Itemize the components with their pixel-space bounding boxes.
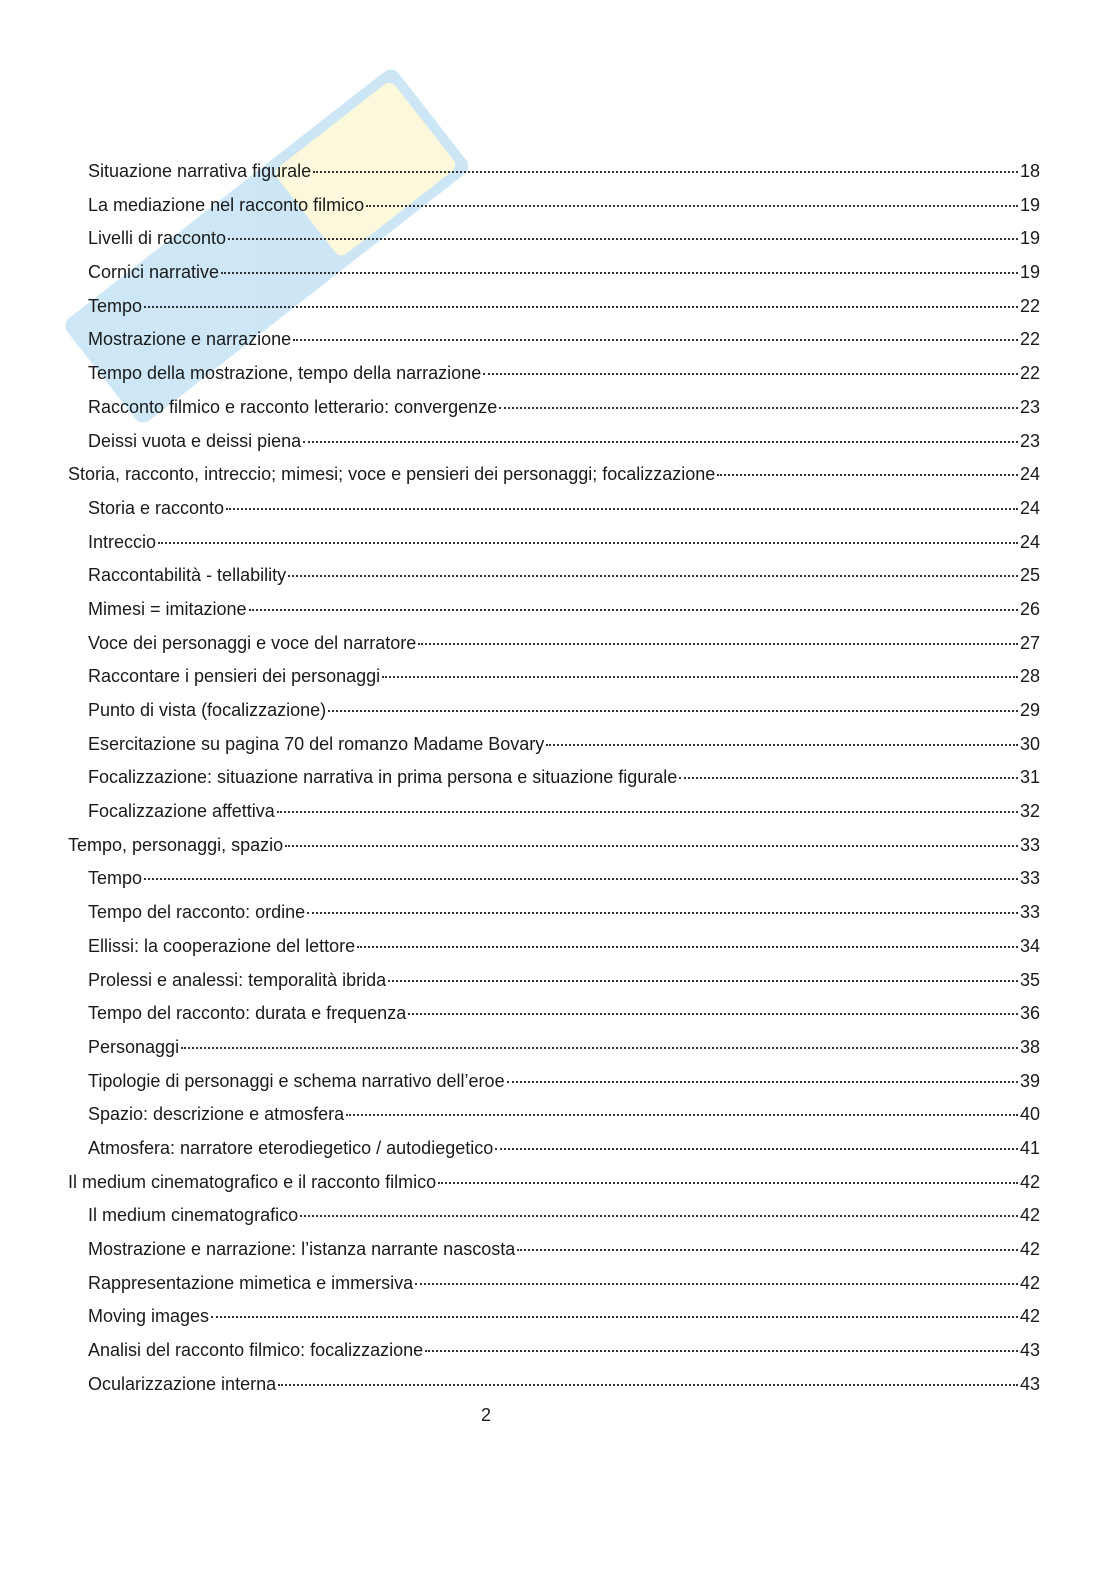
- toc-entry-page-number: 43: [1019, 1340, 1040, 1361]
- toc-section-entry[interactable]: [68, 761, 1040, 795]
- toc-entry-page-number: 33: [1019, 902, 1040, 923]
- toc-dot-leader: [408, 1012, 1018, 1015]
- toc-entry-page-number: 18: [1019, 161, 1040, 181]
- toc-entry-page-number: 30: [1019, 733, 1040, 754]
- toc-entry-page-number: 22: [1019, 295, 1040, 316]
- toc-dot-leader: [546, 743, 1018, 746]
- toc-entry-title: Mimesi = imitazione: [88, 598, 247, 619]
- toc-entry-page-number: 19: [1019, 262, 1040, 283]
- toc-dot-leader: [357, 945, 1018, 948]
- toc-dot-leader: [517, 1248, 1018, 1251]
- toc-section-entry[interactable]: [68, 290, 1040, 324]
- toc-section-entry[interactable]: [68, 155, 1040, 189]
- toc-entry-title: Personaggi: [88, 1036, 180, 1057]
- toc-entry-page-number: 42: [1019, 1171, 1040, 1192]
- toc-entry-page-number: 42: [1019, 1239, 1040, 1259]
- toc-entry-page-number: 35: [1019, 969, 1040, 990]
- toc-section-entry[interactable]: [68, 492, 1040, 526]
- toc-section-entry[interactable]: [68, 1031, 1040, 1065]
- toc-section-entry[interactable]: [68, 1233, 1040, 1267]
- toc-entry-page-number: 27: [1019, 632, 1040, 653]
- toc-entry-page-number: 42: [1019, 1272, 1040, 1293]
- toc-entry-page-number: 33: [1019, 868, 1040, 889]
- toc-entry-title: Situazione narrativa figurale: [88, 161, 312, 181]
- toc-dot-leader: [495, 1147, 1018, 1150]
- toc-dot-leader: [328, 709, 1018, 712]
- toc-entry-page-number: 29: [1019, 700, 1040, 720]
- toc-entry-page-number: 43: [1019, 1373, 1040, 1394]
- toc-entry-page-number: 19: [1019, 194, 1040, 215]
- toc-entry-title: Storia e racconto: [88, 497, 225, 518]
- toc-entry-title: Punto di vista (focalizzazione): [88, 700, 327, 720]
- toc-dot-leader: [415, 1282, 1018, 1285]
- toc-entry-page-number: 24: [1019, 464, 1040, 485]
- toc-dot-leader: [293, 338, 1018, 341]
- toc-dot-leader: [346, 1113, 1018, 1116]
- toc-section-entry[interactable]: [68, 189, 1040, 223]
- toc-entry-title: Focalizzazione affettiva: [88, 801, 275, 822]
- toc-entry-title: Ellissi: la cooperazione del lettore: [88, 935, 356, 956]
- toc-entry-title: Ocularizzazione interna: [88, 1373, 277, 1394]
- toc-section-entry[interactable]: [68, 1267, 1040, 1301]
- toc-entry-page-number: 34: [1019, 935, 1040, 956]
- toc-entry-title: Tempo: [88, 868, 143, 889]
- toc-entry-page-number: 42: [1019, 1306, 1040, 1327]
- toc-section-entry[interactable]: [68, 1132, 1040, 1166]
- toc-dot-leader: [249, 608, 1018, 611]
- toc-section-entry[interactable]: [68, 627, 1040, 661]
- toc-entry-page-number: 39: [1019, 1070, 1040, 1091]
- toc-entry-title: Raccontare i pensieri dei personaggi: [88, 666, 381, 687]
- toc-dot-leader: [418, 642, 1018, 645]
- toc-entry-page-number: 19: [1019, 228, 1040, 249]
- toc-entry-title: Raccontabilità - tellability: [88, 565, 287, 586]
- toc-dot-leader: [144, 305, 1018, 308]
- toc-entry-page-number: 22: [1019, 363, 1040, 384]
- toc-chapter-entry[interactable]: [68, 458, 1040, 492]
- toc-entry-title: Spazio: descrizione e atmosfera: [88, 1104, 345, 1125]
- toc-section-entry[interactable]: [68, 1334, 1040, 1368]
- toc-dot-leader: [228, 237, 1018, 240]
- toc-dot-leader: [144, 877, 1018, 880]
- toc-chapter-entry[interactable]: [68, 829, 1040, 863]
- toc-entry-title: Tempo del racconto: ordine: [88, 902, 306, 923]
- toc-section-entry[interactable]: [68, 660, 1040, 694]
- toc-entry-page-number: 36: [1019, 1003, 1040, 1024]
- toc-entry-page-number: 23: [1019, 430, 1040, 451]
- toc-section-entry[interactable]: [68, 1368, 1040, 1402]
- toc-entry-title: Moving images: [88, 1306, 210, 1327]
- toc-dot-leader: [438, 1181, 1018, 1184]
- toc-dot-leader: [366, 204, 1018, 207]
- toc-section-entry[interactable]: [68, 323, 1040, 357]
- toc-entry-title: Racconto filmico e racconto letterario: convergenze: [88, 396, 498, 417]
- toc-dot-leader: [483, 372, 1018, 375]
- toc-entry-title: Tempo, personaggi, spazio: [68, 834, 284, 855]
- toc-section-entry[interactable]: [68, 222, 1040, 256]
- toc-dot-leader: [303, 440, 1018, 443]
- toc-dot-leader: [307, 911, 1018, 914]
- toc-dot-leader: [181, 1046, 1018, 1049]
- toc-dot-leader: [158, 541, 1018, 544]
- toc-dot-leader: [313, 170, 1018, 173]
- toc-dot-leader: [382, 675, 1018, 678]
- toc-section-entry[interactable]: [68, 795, 1040, 829]
- toc-entry-page-number: 23: [1019, 396, 1040, 417]
- toc-section-entry[interactable]: [68, 1300, 1040, 1334]
- toc-entry-page-number: 28: [1019, 666, 1040, 687]
- toc-section-entry[interactable]: [68, 964, 1040, 998]
- toc-entry-page-number: 40: [1019, 1104, 1040, 1125]
- toc-section-entry[interactable]: [68, 694, 1040, 728]
- toc-dot-leader: [507, 1080, 1018, 1083]
- toc-section-entry[interactable]: [68, 728, 1040, 762]
- toc-dot-leader: [425, 1349, 1018, 1352]
- toc-dot-leader: [388, 979, 1018, 982]
- toc-entry-title: Il medium cinematografico: [88, 1205, 299, 1226]
- toc-entry-title: Storia, racconto, intreccio; mimesi; voce e pensieri dei personaggi; focalizzazione: [68, 464, 716, 485]
- toc-chapter-entry[interactable]: [68, 1166, 1040, 1200]
- toc-entry-title: Tempo della mostrazione, tempo della narrazione: [88, 363, 482, 384]
- toc-entry-title: Focalizzazione: situazione narrativa in prima persona e situazione figurale: [88, 767, 678, 788]
- toc-dot-leader: [211, 1315, 1018, 1318]
- toc-section-entry[interactable]: [68, 357, 1040, 391]
- toc-entry-page-number: 41: [1019, 1137, 1040, 1158]
- toc-dot-leader: [285, 844, 1018, 847]
- toc-section-entry[interactable]: [68, 1098, 1040, 1132]
- toc-dot-leader: [300, 1214, 1018, 1217]
- toc-section-entry[interactable]: [68, 526, 1040, 560]
- toc-section-entry[interactable]: [68, 997, 1040, 1031]
- toc-section-entry[interactable]: [68, 930, 1040, 964]
- toc-entry-page-number: 22: [1019, 329, 1040, 350]
- toc-entry-title: Esercitazione su pagina 70 del romanzo Madame Bovary: [88, 733, 545, 754]
- toc-section-entry[interactable]: [68, 1065, 1040, 1099]
- page-number: 2: [480, 1405, 491, 1425]
- toc-entry-title: Mostrazione e narrazione: l’istanza narrante nascosta: [88, 1239, 516, 1259]
- toc-dot-leader: [288, 574, 1018, 577]
- toc-entry-page-number: 25: [1019, 565, 1040, 586]
- toc-entry-page-number: 32: [1019, 801, 1040, 822]
- toc-entry-title: Prolessi e analessi: temporalità ibrida: [88, 969, 387, 990]
- toc-section-entry[interactable]: [68, 896, 1040, 930]
- toc-entry-page-number: 38: [1019, 1036, 1040, 1057]
- toc-entry-title: Tempo del racconto: durata e frequenza: [88, 1003, 407, 1024]
- toc-entry-page-number: 26: [1019, 598, 1040, 619]
- toc-entry-title: Atmosfera: narratore eterodiegetico / autodiegetico: [88, 1137, 494, 1158]
- table-of-contents: [68, 155, 1040, 1401]
- toc-dot-leader: [278, 1383, 1018, 1386]
- toc-section-entry[interactable]: [68, 593, 1040, 627]
- toc-entry-title: Mostrazione e narrazione: [88, 329, 292, 350]
- toc-entry-title: Tempo: [88, 295, 143, 316]
- toc-entry-title: Cornici narrative: [88, 262, 220, 283]
- toc-section-entry[interactable]: [68, 425, 1040, 459]
- toc-dot-leader: [221, 271, 1018, 274]
- toc-entry-title: Deissi vuota e deissi piena: [88, 430, 302, 451]
- toc-entry-title: Voce dei personaggi e voce del narratore: [88, 632, 417, 653]
- toc-section-entry[interactable]: [68, 256, 1040, 290]
- toc-entry-page-number: 24: [1019, 531, 1040, 552]
- toc-dot-leader: [277, 810, 1018, 813]
- toc-section-entry[interactable]: [68, 559, 1040, 593]
- toc-entry-page-number: 33: [1019, 834, 1040, 855]
- toc-dot-leader: [226, 507, 1018, 510]
- toc-section-entry[interactable]: [68, 391, 1040, 425]
- toc-entry-page-number: 24: [1019, 497, 1040, 518]
- toc-entry-page-number: 42: [1019, 1205, 1040, 1226]
- toc-entry-title: Intreccio: [88, 531, 157, 552]
- toc-section-entry[interactable]: [68, 1199, 1040, 1233]
- toc-dot-leader: [717, 473, 1018, 476]
- toc-entry-title: Livelli di racconto: [88, 228, 227, 249]
- toc-dot-leader: [679, 776, 1018, 779]
- toc-entry-title: Analisi del racconto filmico: focalizzazione: [88, 1340, 424, 1361]
- toc-entry-title: Il medium cinematografico e il racconto filmico: [68, 1171, 437, 1192]
- toc-entry-page-number: 31: [1019, 767, 1040, 788]
- toc-entry-title: Rappresentazione mimetica e immersiva: [88, 1272, 414, 1293]
- toc-section-entry[interactable]: [68, 862, 1040, 896]
- toc-dot-leader: [499, 406, 1018, 409]
- toc-entry-title: La mediazione nel racconto filmico: [88, 194, 365, 215]
- toc-entry-title: Tipologie di personaggi e schema narrativo dell’eroe: [88, 1070, 505, 1091]
